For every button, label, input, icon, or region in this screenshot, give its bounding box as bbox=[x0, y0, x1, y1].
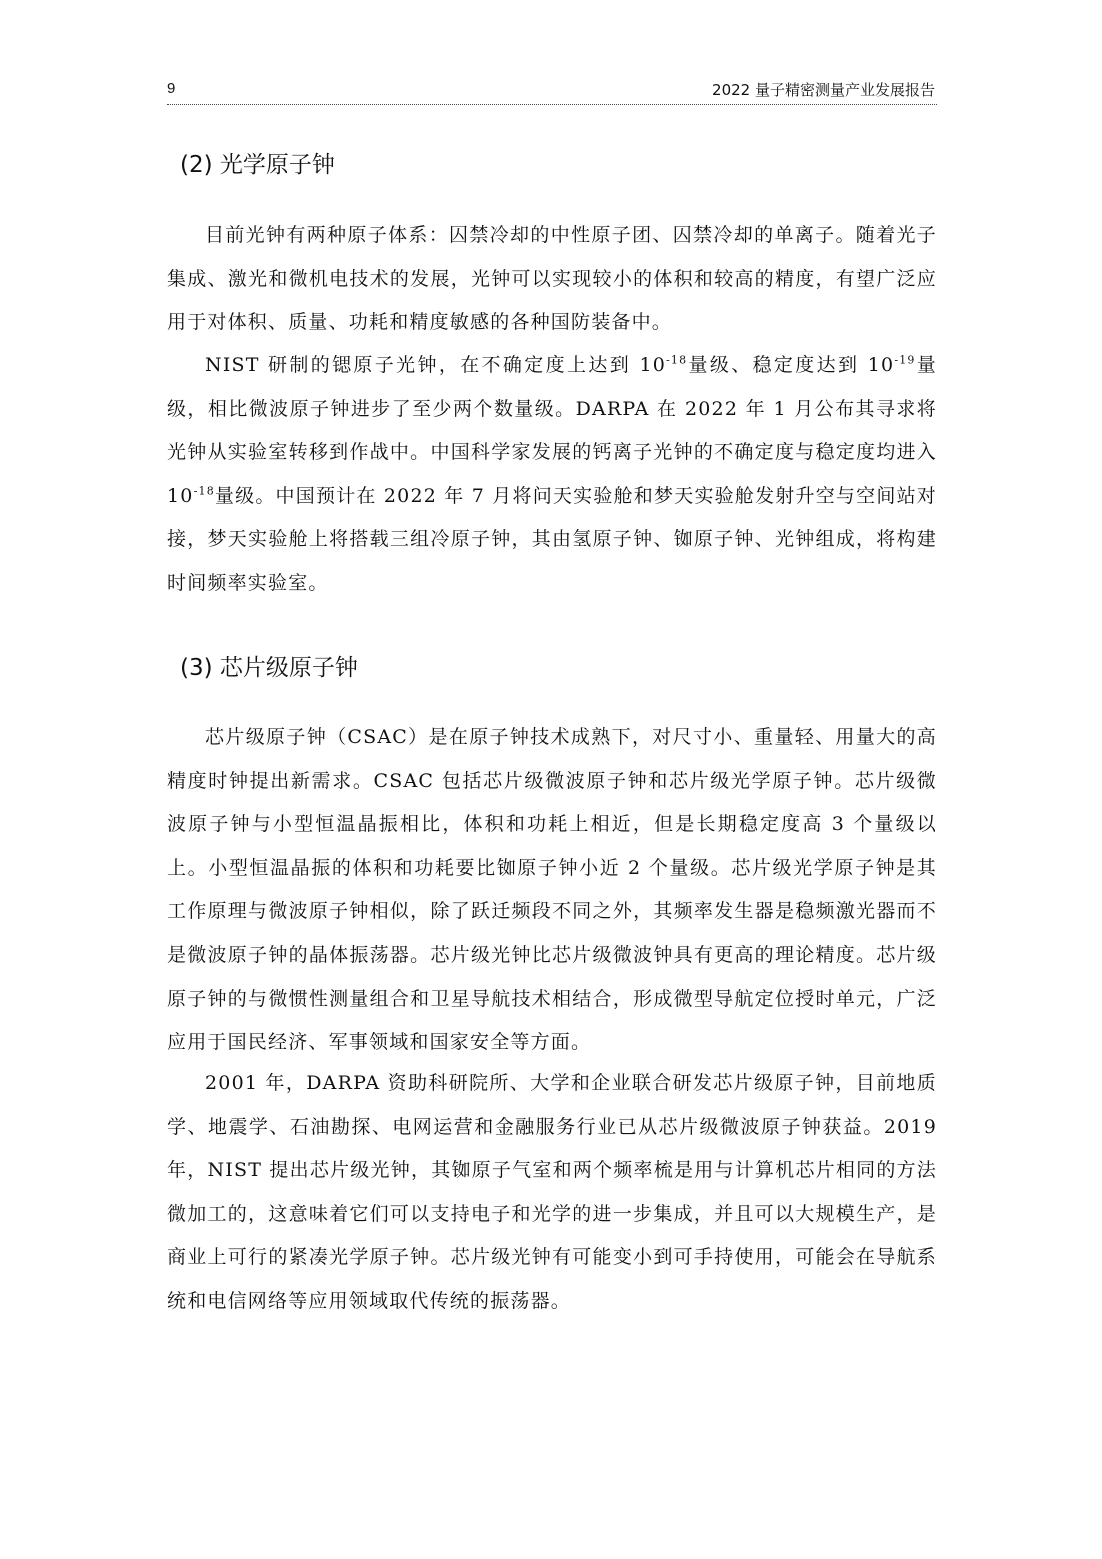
section-heading-optical-clock: (2) 光学原子钟 bbox=[180, 152, 335, 178]
superscript-exponent: -19 bbox=[894, 353, 916, 367]
paragraph-optical-clock-progress bbox=[167, 344, 937, 606]
paragraph-text: NIST 研制的锶原子光钟，在不确定度上达到 10 bbox=[205, 354, 667, 376]
paragraph-optical-clock-intro: 目前光钟有两种原子体系：囚禁冷却的中性原子团、囚禁冷却的单离子。随着光子集成、激光和微机电技术的发展，光钟可以实现较小的体积和较高的精度，有望广泛应用于对体积、质量、功耗和精度敏感的各种国防装备中。 bbox=[167, 224, 937, 334]
paragraph-text: 量级，相比微波原子钟进步了至少两个数量级。DARPA 在 2022 年 1 月公布其寻求将光钟从实验室转移到作战中。中国科学家发展的钙离子光钟的不确定度与稳定度均进入 10 bbox=[167, 354, 937, 507]
page-header bbox=[167, 78, 937, 105]
superscript-exponent: -18 bbox=[193, 484, 215, 498]
page-number: 9 bbox=[167, 80, 176, 97]
paragraph-csac-overview: 芯片级原子钟（CSAC）是在原子钟技术成熟下，对尺寸小、重量轻、用量大的高精度时钟提出新需求。CSAC 包括芯片级微波原子钟和芯片级光学原子钟。芯片级微波原子钟与小型恒温晶振相比，体积和功耗上相近，但是长期稳定度高 3 个量级以上。小型恒温晶振的体积和功耗要比铷原子钟小近 2 个量级。芯片级光学原子钟是其工作原理与微波原子钟相似，除了跃迁频段不同之外，其频率发生器是稳频激光器而不是微波原子钟的晶体振荡器。芯片级光钟比芯片级微波钟具有更高的理论精度。芯片级原子钟的与微惯性测量组合和卫星导航技术相结合，形成微型导航定位授时单元，广泛应用于国民经济、军事领域和国家安全等方面。 bbox=[167, 726, 937, 1054]
superscript-exponent: -18 bbox=[666, 353, 688, 367]
section-heading-chip-scale-clock: (3) 芯片级原子钟 bbox=[180, 655, 358, 681]
paragraph-csac-history: 2001 年，DARPA 资助科研院所、大学和企业联合研发芯片级原子钟，目前地质学、地震学、石油勘探、电网运营和金融服务行业已从芯片级微波原子钟获益。2019 年，NIST 提出芯片级光钟，其铷原子气室和两个频率梳是用与计算机芯片相同的方法微加工的，这意味着它们可以支持电子和光学的进一步集成，并且可以大规模生产，是商业上可行的紧凑光学原子钟。芯片级光钟有可能变小到可手持使用，可能会在导航系统和电信网络等应用领域取代传统的振荡器。 bbox=[167, 1072, 937, 1312]
running-title: 2022 量子精密测量产业发展报告 bbox=[712, 81, 935, 99]
paragraph-text: 量级、稳定度达到 10 bbox=[687, 354, 895, 376]
paragraph-text: 量级。中国预计在 2022 年 7 月将问天实验舱和梦天实验舱发射升空与空间站对接，梦天实验舱上将搭载三组冷原子钟，其由氢原子钟、铷原子钟、光钟组成，将构建时间频率实验室。 bbox=[167, 484, 937, 594]
